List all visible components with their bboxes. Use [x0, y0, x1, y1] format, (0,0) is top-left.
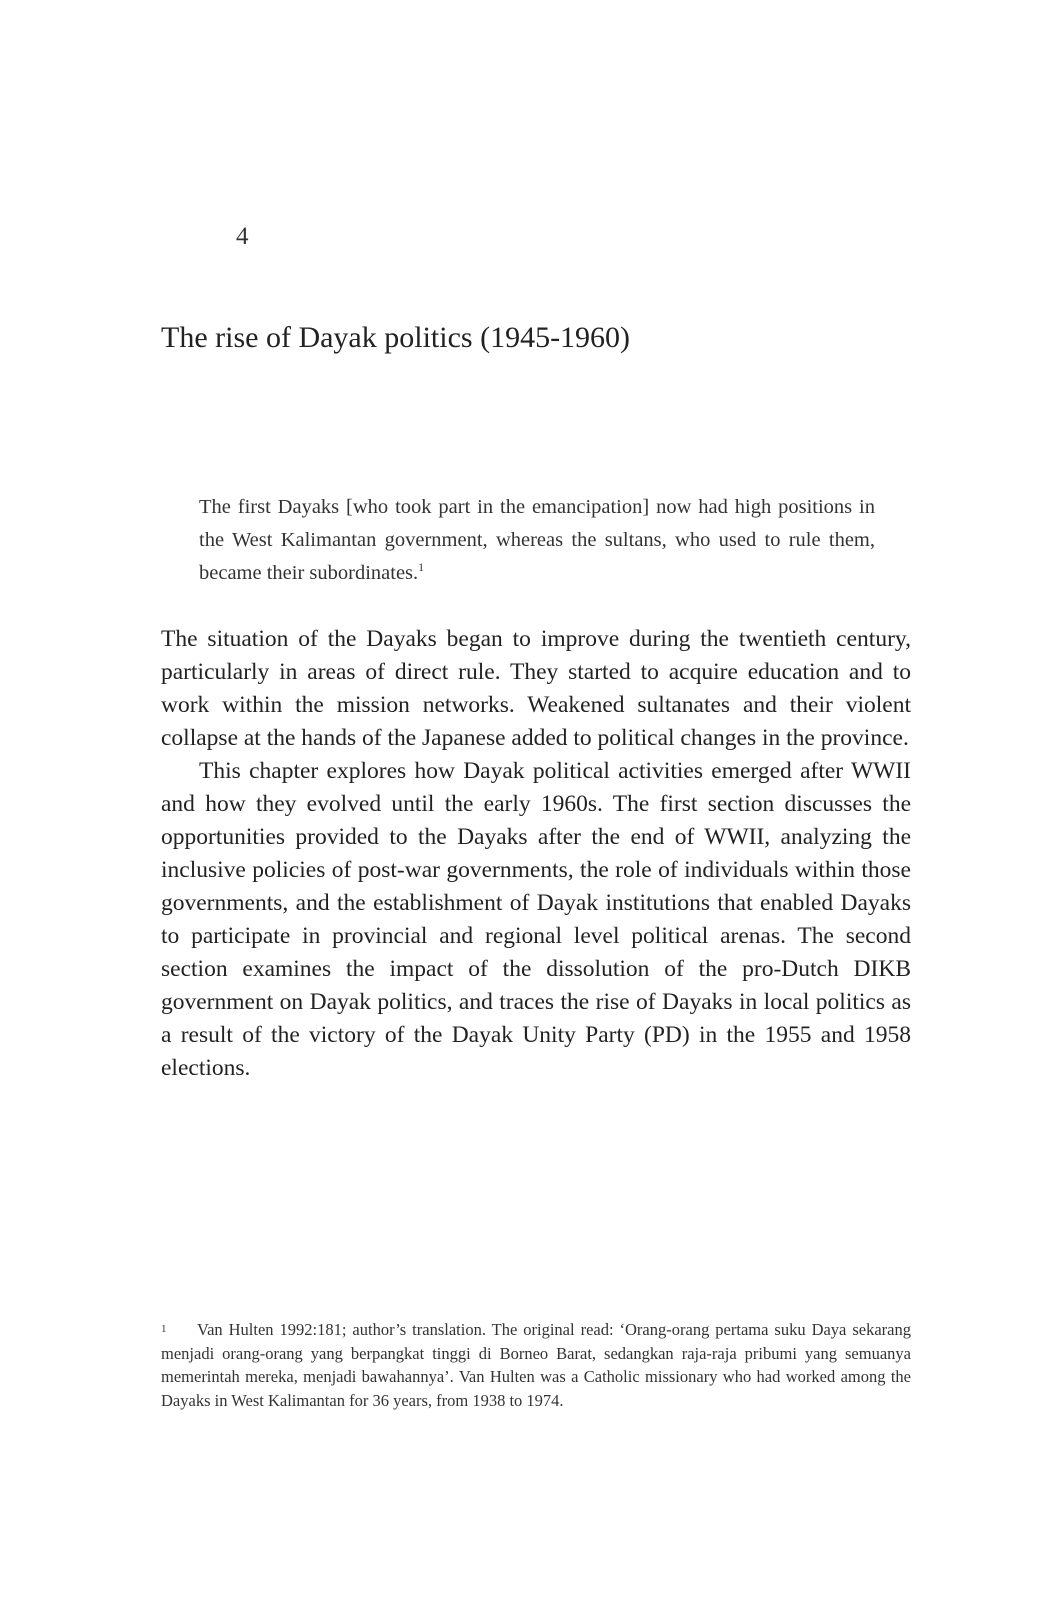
body-text — [161, 623, 911, 1085]
footnote — [161, 1318, 911, 1412]
epigraph-text: The first Dayaks [who took part in the emancipation] now had high positions in the West Kalimantan government, whereas the sultans, who used to rule them, became their subordinates. — [199, 496, 875, 584]
footnote-number: 1 — [161, 1323, 167, 1335]
body-paragraph: The situation of the Dayaks began to improve during the twentieth century, particularly in areas of direct rule. They started to acquire education and to work within the mission networks. Weakened sultanates and their violent collapse at the hands of the Japanese added to political changes in the province. — [161, 626, 911, 751]
epigraph-quote — [199, 491, 875, 590]
chapter-number: 4 — [236, 223, 249, 250]
chapter-title: The rise of Dayak politics (1945-1960) — [161, 321, 631, 354]
footnote-reference[interactable]: 1 — [418, 560, 425, 575]
body-paragraph: This chapter explores how Dayak political activities emerged after WWII and how they evolved until the early 1960s. The first section discusses the opportunities provided to the Dayaks after the end of WWII, analyzing the inclusive policies of post-war governments, the role of individuals within those governments, and the establishment of Dayak institutions that enabled Dayaks to participate in provincial and regional level political arenas. The second section examines the impact of the dissolution of the pro-Dutch DIKB government on Dayak politics, and traces the rise of Dayaks in local politics as a result of the victory of the Dayak Unity Party (PD) in the 1955 and 1958 elections. — [161, 758, 911, 1081]
footnote-text: Van Hulten 1992:181; author’s translation. The original read: ‘Orang-orang pertama suku Daya sekarang menjadi orang-orang yang berpangkat tinggi di Borneo Barat, sedangkan raja-raja pribumi yang semuanya memerintah mereka, menjadi bawahannya’. Van Hulten was a Catholic missionary who had worked among the Dayaks in West Kalimantan for 36 years, from 1938 to 1974. — [161, 1320, 911, 1410]
